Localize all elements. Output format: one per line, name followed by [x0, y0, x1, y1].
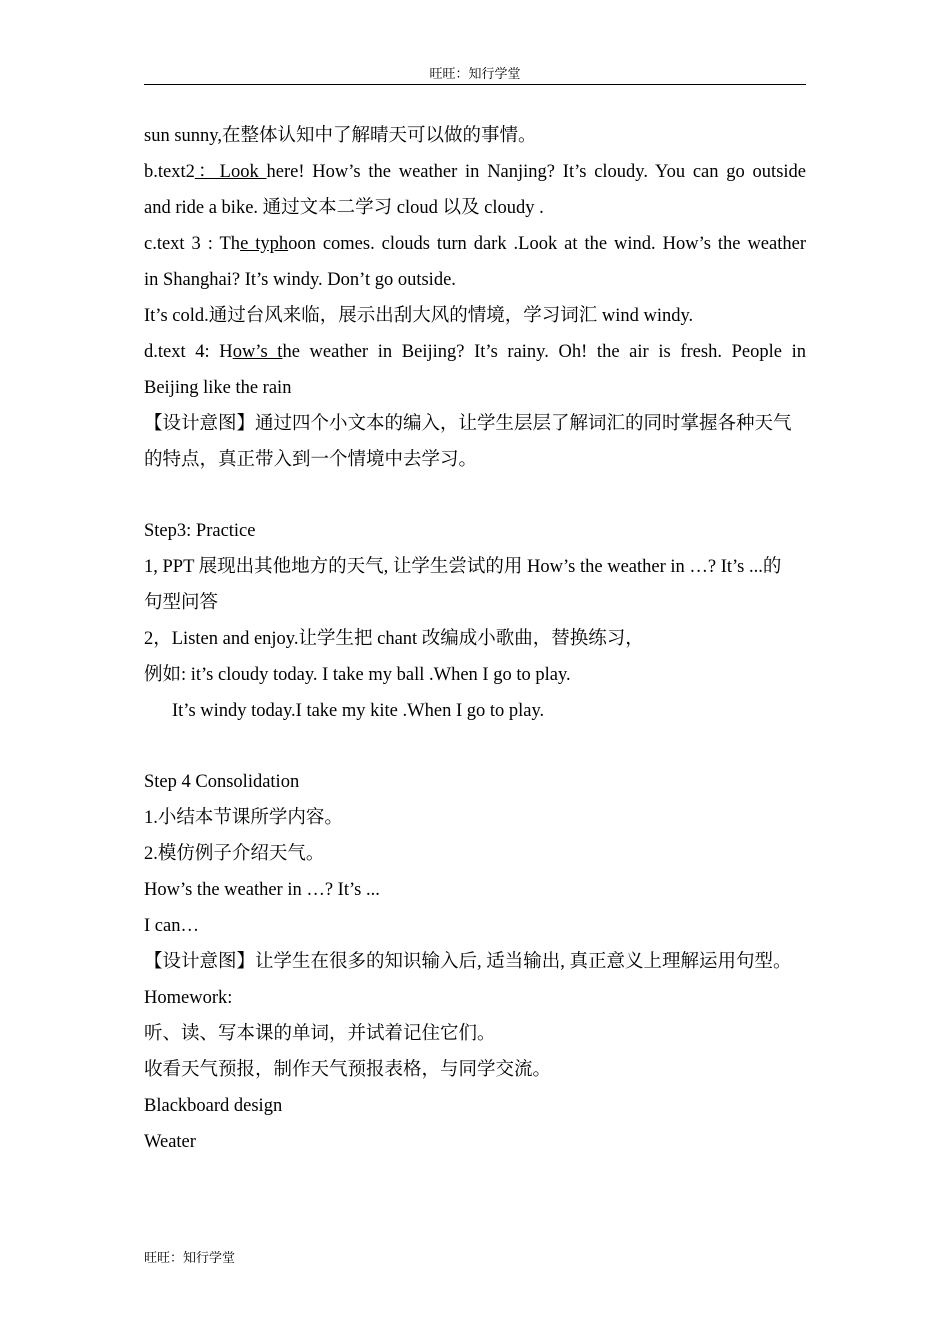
section-heading: Step 4 Consolidation — [144, 772, 300, 792]
paragraph-line — [144, 226, 806, 262]
underlined-text: ow’s t — [232, 342, 283, 362]
paragraph-line: 听、读、写本课的单词，并试着记住它们。 — [144, 1024, 496, 1044]
paragraph-line: 收看天气预报，制作天气预报表格，与同学交流。 — [144, 1060, 552, 1080]
design-intent-line: 【设计意图】通过四个小文本的编入，让学生层层了解词汇的同时掌握各种天气 — [144, 414, 792, 434]
text-run: oon comes. clouds turn dark .Look at the wind. How’s the weather — [288, 234, 806, 254]
text-run: c.text 3 : Th — [144, 234, 241, 254]
design-intent-line: 【设计意图】让学生在很多的知识输入后, 适当输出, 真正意义上理解运用句型。 — [144, 952, 792, 972]
underlined-text: e typh — [240, 234, 289, 254]
paragraph-line: 的特点，真正带入到一个情境中去学习。 — [144, 450, 478, 470]
spacer — [144, 478, 806, 513]
text-run: he weather in Beijing? It’s rainy. Oh! the air is fresh. People in — [282, 342, 806, 362]
paragraph-line: Beijing like the rain — [144, 378, 292, 398]
header-text: 旺旺：知行学堂 — [429, 66, 521, 81]
section-heading: Blackboard design — [144, 1096, 283, 1116]
page-footer — [144, 1248, 235, 1268]
paragraph-line: sun sunny,在整体认知中了解晴天可以做的事情。 — [144, 126, 537, 146]
paragraph-line: 2，Listen and enjoy.让学生把 chant 改编成小歌曲，替换练习， — [144, 629, 644, 649]
text-run: d.text 4: H — [144, 342, 233, 362]
paragraph-line: 例如: it’s cloudy today. I take my ball .When I go to play. — [144, 665, 571, 685]
paragraph-line: 1.小结本节课所学内容。 — [144, 808, 343, 828]
paragraph-line: 2.模仿例子介绍天气。 — [144, 844, 325, 864]
paragraph-line: and ride a bike. 通过文本二学习 cloud 以及 cloudy . — [144, 198, 544, 218]
paragraph-line — [144, 154, 806, 190]
paragraph-line — [144, 334, 806, 370]
paragraph-line: It’s cold.通过台风来临，展示出刮大风的情境，学习词汇 wind windy. — [144, 306, 694, 326]
paragraph-line: I can… — [144, 916, 199, 936]
paragraph-line: 句型问答 — [144, 593, 219, 613]
text-run: b.text2 — [144, 162, 195, 182]
paragraph-line: It’s windy today.I take my kite .When I go to play. — [172, 701, 545, 721]
paragraph-line: How’s the weather in …? It’s ... — [144, 880, 380, 900]
document-body — [144, 118, 806, 1160]
footer-text: 旺旺：知行学堂 — [144, 1250, 236, 1265]
paragraph-line: 1, PPT 展现出其他地方的天气, 让学生尝试的用 How’s the weather in …? It’s ...的 — [144, 557, 782, 577]
section-heading: Step3: Practice — [144, 521, 256, 541]
spacer — [144, 729, 806, 764]
section-heading: Homework: — [144, 988, 233, 1008]
page-header — [144, 64, 806, 85]
paragraph-line: Weater — [144, 1132, 196, 1152]
underlined-text: ：Look — [194, 162, 267, 182]
text-run: here! How’s the weather in Nanjing? It’s cloudy. You can go outside — [266, 162, 806, 182]
paragraph-line: in Shanghai? It’s windy. Don’t go outside. — [144, 270, 456, 290]
